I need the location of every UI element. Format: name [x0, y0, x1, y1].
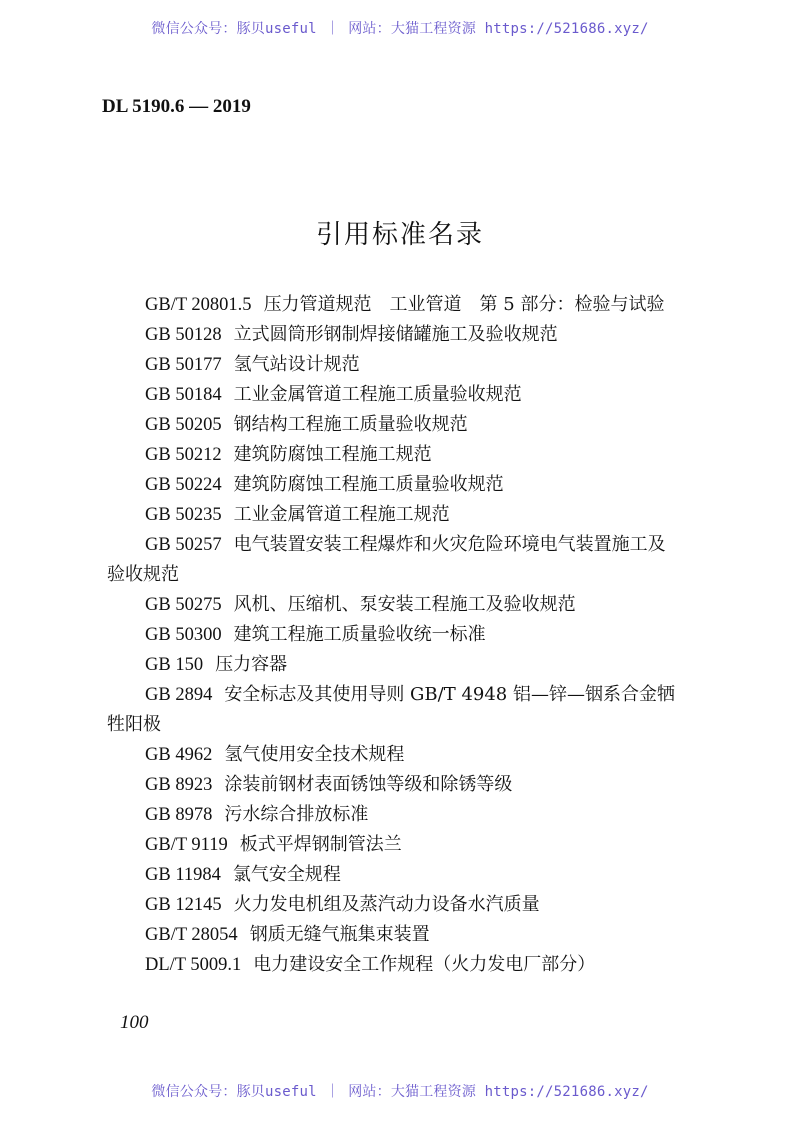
reference-item [107, 680, 677, 740]
reference-name: 建筑防腐蚀工程施工质量验收规范 [233, 474, 504, 495]
reference-item [107, 500, 677, 530]
reference-code: GB 50177 [145, 355, 222, 375]
reference-item [107, 620, 677, 650]
page-title: 引用标准名录 [315, 220, 484, 250]
reference-item [107, 380, 677, 410]
reference-code: GB 4962 [145, 745, 213, 765]
standard-code: DL 5190.6 — 2019 [102, 96, 251, 117]
reference-name: 工业金属管道工程施工规范 [233, 504, 450, 525]
reference-name: 氢气站设计规范 [233, 354, 360, 375]
reference-item [107, 920, 677, 950]
reference-name: 氢气使用安全技术规程 [224, 744, 405, 765]
reference-code: GB 50184 [145, 385, 222, 405]
reference-name: 氯气安全规程 [232, 864, 341, 885]
reference-code: GB 50300 [145, 625, 222, 645]
reference-item [107, 290, 677, 320]
reference-name: 钢结构工程施工质量验收规范 [233, 414, 468, 435]
reference-code: GB 12145 [145, 895, 222, 915]
reference-code: DL/T 5009.1 [145, 955, 242, 975]
reference-name: 建筑防腐蚀工程施工规范 [233, 444, 432, 465]
reference-code: GB/T 9119 [145, 835, 228, 855]
reference-code: GB/T 28054 [145, 925, 238, 945]
reference-code: GB 50212 [145, 445, 222, 465]
reference-code: GB 50257 [145, 535, 222, 555]
reference-name: 立式圆筒形钢制焊接储罐施工及验收规范 [233, 324, 558, 345]
reference-code: GB 50224 [145, 475, 222, 495]
reference-item [107, 800, 677, 830]
reference-item [107, 590, 677, 620]
reference-name: 电气装置安装工程爆炸和火灾危险环境电气装置施工及验收规范 [107, 534, 666, 585]
reference-name: 安全标志及其使用导则 GB/T 4948 铝—锌—铟系合金牺牲阳极 [107, 684, 675, 735]
reference-code: GB 11984 [145, 865, 221, 885]
page-number: 100 [120, 1012, 149, 1033]
reference-code: GB 50235 [145, 505, 222, 525]
reference-item [107, 470, 677, 500]
reference-item [107, 830, 677, 860]
reference-item [107, 440, 677, 470]
reference-item [107, 890, 677, 920]
reference-name: 工业金属管道工程施工质量验收规范 [233, 384, 522, 405]
reference-item [107, 950, 677, 980]
reference-name: 压力容器 [215, 654, 288, 675]
watermark-header: 微信公众号：豚贝useful ｜ 网站：大猫工程资源 https://521686.xyz/ [151, 21, 649, 37]
reference-code: GB 150 [145, 655, 204, 675]
reference-name: 风机、压缩机、泵安装工程施工及验收规范 [233, 594, 576, 615]
watermark-footer: 微信公众号：豚贝useful ｜ 网站：大猫工程资源 https://521686.xyz/ [151, 1084, 649, 1100]
reference-item [107, 740, 677, 770]
reference-name: 压力管道规范 工业管道 第 5 部分：检验与试验 [263, 294, 665, 315]
reference-code: GB 50128 [145, 325, 222, 345]
reference-code: GB 50205 [145, 415, 222, 435]
reference-name: 钢质无缝气瓶集束装置 [249, 924, 430, 945]
reference-code: GB 50275 [145, 595, 222, 615]
reference-item [107, 650, 677, 680]
reference-code: GB/T 20801.5 [145, 295, 252, 315]
reference-item [107, 770, 677, 800]
reference-item [107, 860, 677, 890]
reference-code: GB 8978 [145, 805, 213, 825]
reference-item [107, 320, 677, 350]
reference-name: 电力建设安全工作规程（火力发电厂部分） [253, 954, 596, 975]
reference-name: 建筑工程施工质量验收统一标准 [233, 624, 486, 645]
reference-item [107, 410, 677, 440]
reference-list [107, 290, 677, 980]
reference-code: GB 2894 [145, 685, 213, 705]
reference-item [107, 530, 677, 590]
reference-name: 污水综合排放标准 [224, 804, 369, 825]
reference-name: 板式平焊钢制管法兰 [239, 834, 402, 855]
reference-name: 火力发电机组及蒸汽动力设备水汽质量 [233, 894, 540, 915]
reference-code: GB 8923 [145, 775, 213, 795]
reference-item [107, 350, 677, 380]
reference-name: 涂装前钢材表面锈蚀等级和除锈等级 [224, 774, 513, 795]
